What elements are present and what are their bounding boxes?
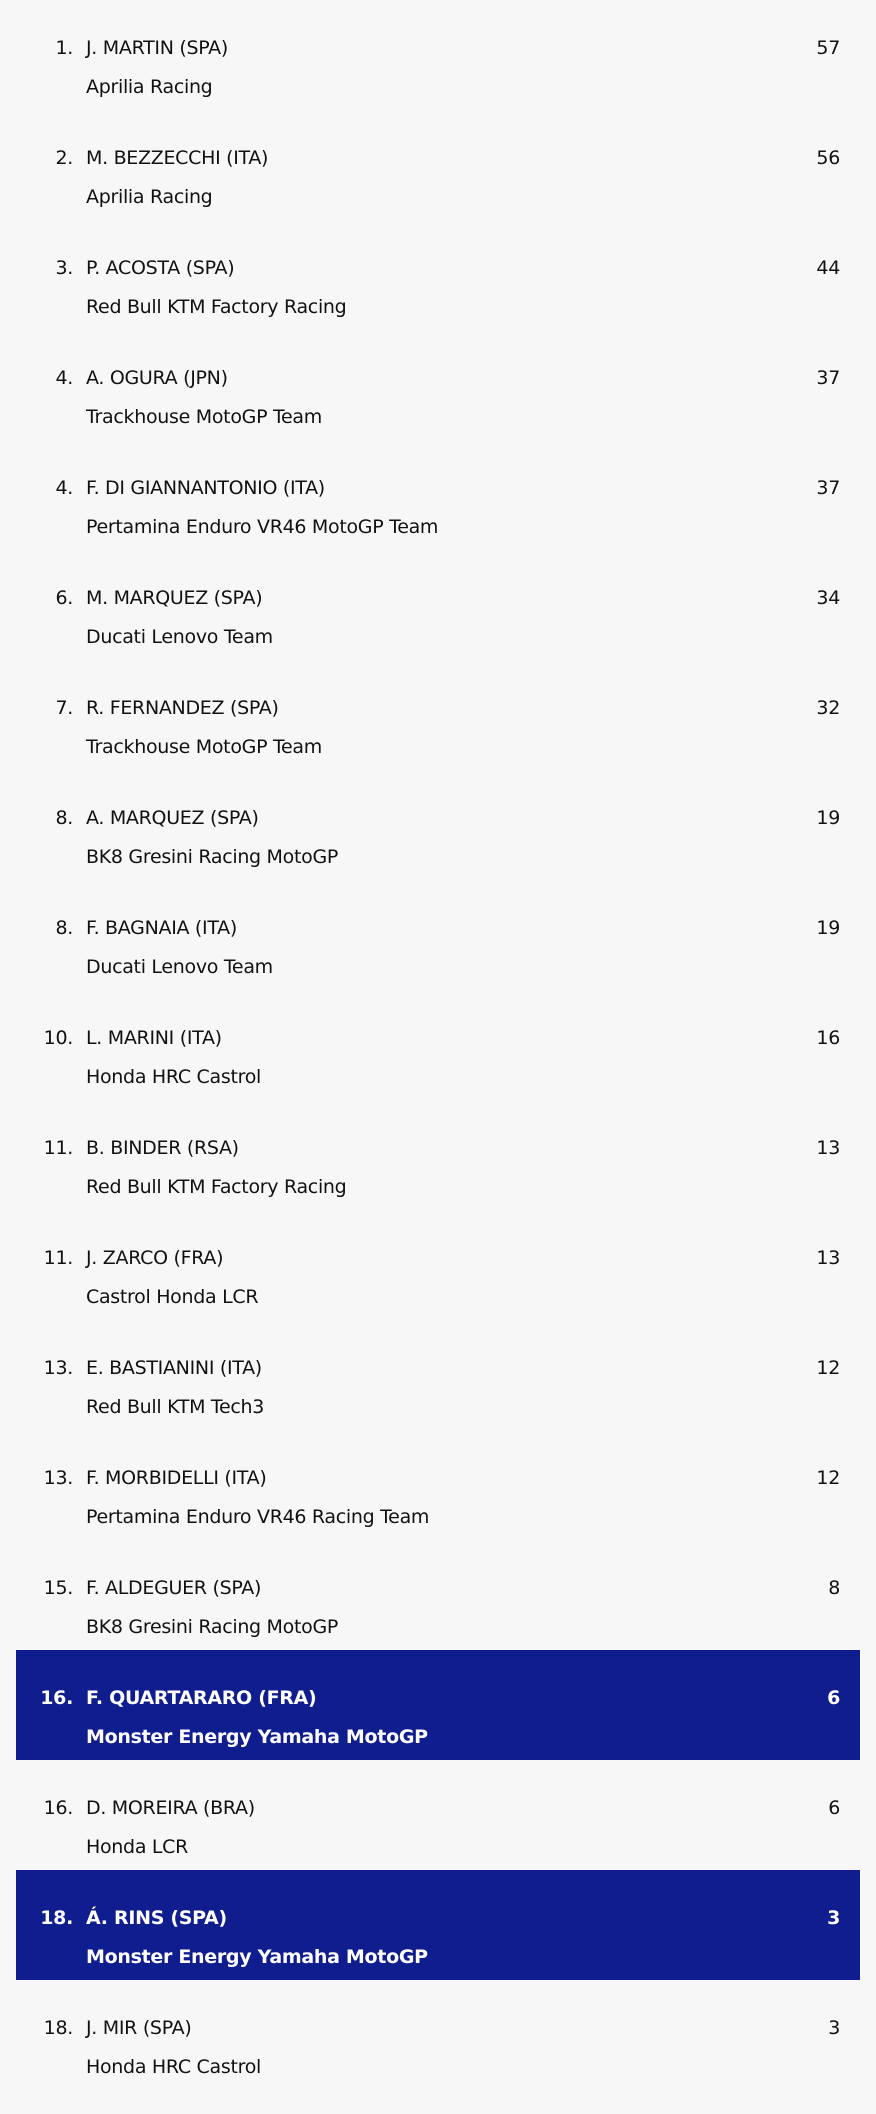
points: 8 (828, 1577, 840, 1599)
points: 3 (827, 1907, 840, 1929)
points: 6 (827, 1687, 840, 1709)
position: 16. (40, 1687, 73, 1709)
standings-row[interactable] (16, 880, 860, 990)
team-name: Trackhouse MotoGP Team (86, 406, 322, 428)
position: 18. (40, 1907, 73, 1929)
standings-row-highlighted[interactable] (16, 1870, 860, 1980)
rider-name: F. QUARTARARO (FRA) (86, 1687, 317, 1709)
rider-name: J. MARTIN (SPA) (86, 37, 228, 59)
position: 8. (55, 917, 73, 939)
team-name: Ducati Lenovo Team (86, 956, 273, 978)
team-name: BK8 Gresini Racing MotoGP (86, 1616, 339, 1638)
points: 19 (816, 917, 840, 939)
position: 1. (55, 37, 73, 59)
standings-row[interactable] (16, 220, 860, 330)
position: 3. (55, 257, 73, 279)
points: 34 (816, 587, 840, 609)
position: 6. (55, 587, 73, 609)
team-name: Monster Energy Yamaha MotoGP (86, 1946, 428, 1968)
rider-name: F. DI GIANNANTONIO (ITA) (86, 477, 325, 499)
position: 2. (55, 147, 73, 169)
standings-row[interactable] (16, 330, 860, 440)
standings-row[interactable] (16, 440, 860, 550)
team-name: Pertamina Enduro VR46 Racing Team (86, 1506, 430, 1528)
position: 13. (43, 1467, 73, 1489)
points: 44 (816, 257, 840, 279)
standings-row[interactable] (16, 1320, 860, 1430)
points: 37 (816, 367, 840, 389)
position: 13. (43, 1357, 73, 1379)
standings-row[interactable] (16, 1430, 860, 1540)
team-name: Ducati Lenovo Team (86, 626, 273, 648)
position: 11. (43, 1247, 73, 1269)
position: 10. (43, 1027, 73, 1049)
rider-name: L. MARINI (ITA) (86, 1027, 222, 1049)
team-name: Aprilia Racing (86, 186, 213, 208)
rider-name: J. MIR (SPA) (86, 2017, 192, 2039)
standings-row[interactable] (16, 0, 860, 110)
position: 7. (55, 697, 73, 719)
position: 8. (55, 807, 73, 829)
rider-name: A. OGURA (JPN) (86, 367, 228, 389)
points: 16 (816, 1027, 840, 1049)
rider-name: P. ACOSTA (SPA) (86, 257, 235, 279)
rider-name: M. MARQUEZ (SPA) (86, 587, 263, 609)
standings-row[interactable] (16, 1540, 860, 1650)
team-name: Honda HRC Castrol (86, 2056, 262, 2078)
standings-row[interactable] (16, 770, 860, 880)
rider-name: A. MARQUEZ (SPA) (86, 807, 259, 829)
rider-name: J. ZARCO (FRA) (86, 1247, 224, 1269)
team-name: Honda LCR (86, 1836, 189, 1858)
rider-name: Á. RINS (SPA) (86, 1907, 227, 1929)
position: 4. (55, 367, 73, 389)
rider-name: R. FERNANDEZ (SPA) (86, 697, 279, 719)
team-name: Aprilia Racing (86, 76, 213, 98)
standings-row[interactable] (16, 660, 860, 770)
position: 16. (43, 1797, 73, 1819)
standings-row[interactable] (16, 1760, 860, 1870)
position: 18. (43, 2017, 73, 2039)
team-name: Monster Energy Yamaha MotoGP (86, 1726, 428, 1748)
position: 4. (55, 477, 73, 499)
standings-row[interactable] (16, 1210, 860, 1320)
standings-row[interactable] (16, 1100, 860, 1210)
team-name: Red Bull KTM Factory Racing (86, 1176, 347, 1198)
team-name: Trackhouse MotoGP Team (86, 736, 322, 758)
points: 13 (816, 1137, 840, 1159)
rider-name: M. BEZZECCHI (ITA) (86, 147, 269, 169)
position: 15. (43, 1577, 73, 1599)
standings-row[interactable] (16, 1980, 860, 2090)
rider-name: F. MORBIDELLI (ITA) (86, 1467, 267, 1489)
standings-row[interactable] (16, 990, 860, 1100)
points: 3 (828, 2017, 840, 2039)
team-name: Red Bull KTM Factory Racing (86, 296, 347, 318)
team-name: Pertamina Enduro VR46 MotoGP Team (86, 516, 439, 538)
team-name: Red Bull KTM Tech3 (86, 1396, 265, 1418)
standings-row[interactable] (16, 550, 860, 660)
team-name: BK8 Gresini Racing MotoGP (86, 846, 339, 868)
points: 56 (816, 147, 840, 169)
points: 13 (816, 1247, 840, 1269)
points: 57 (816, 37, 840, 59)
team-name: Castrol Honda LCR (86, 1286, 259, 1308)
rider-name: E. BASTIANINI (ITA) (86, 1357, 262, 1379)
rider-name: F. ALDEGUER (SPA) (86, 1577, 262, 1599)
points: 12 (816, 1467, 840, 1489)
team-name: Honda HRC Castrol (86, 1066, 262, 1088)
rider-name: F. BAGNAIA (ITA) (86, 917, 237, 939)
points: 37 (816, 477, 840, 499)
points: 32 (816, 697, 840, 719)
rider-name: D. MOREIRA (BRA) (86, 1797, 255, 1819)
points: 19 (816, 807, 840, 829)
position: 11. (43, 1137, 73, 1159)
standings-row[interactable] (16, 110, 860, 220)
points: 6 (828, 1797, 840, 1819)
points: 12 (816, 1357, 840, 1379)
standings-row-highlighted[interactable] (16, 1650, 860, 1760)
rider-name: B. BINDER (RSA) (86, 1137, 239, 1159)
